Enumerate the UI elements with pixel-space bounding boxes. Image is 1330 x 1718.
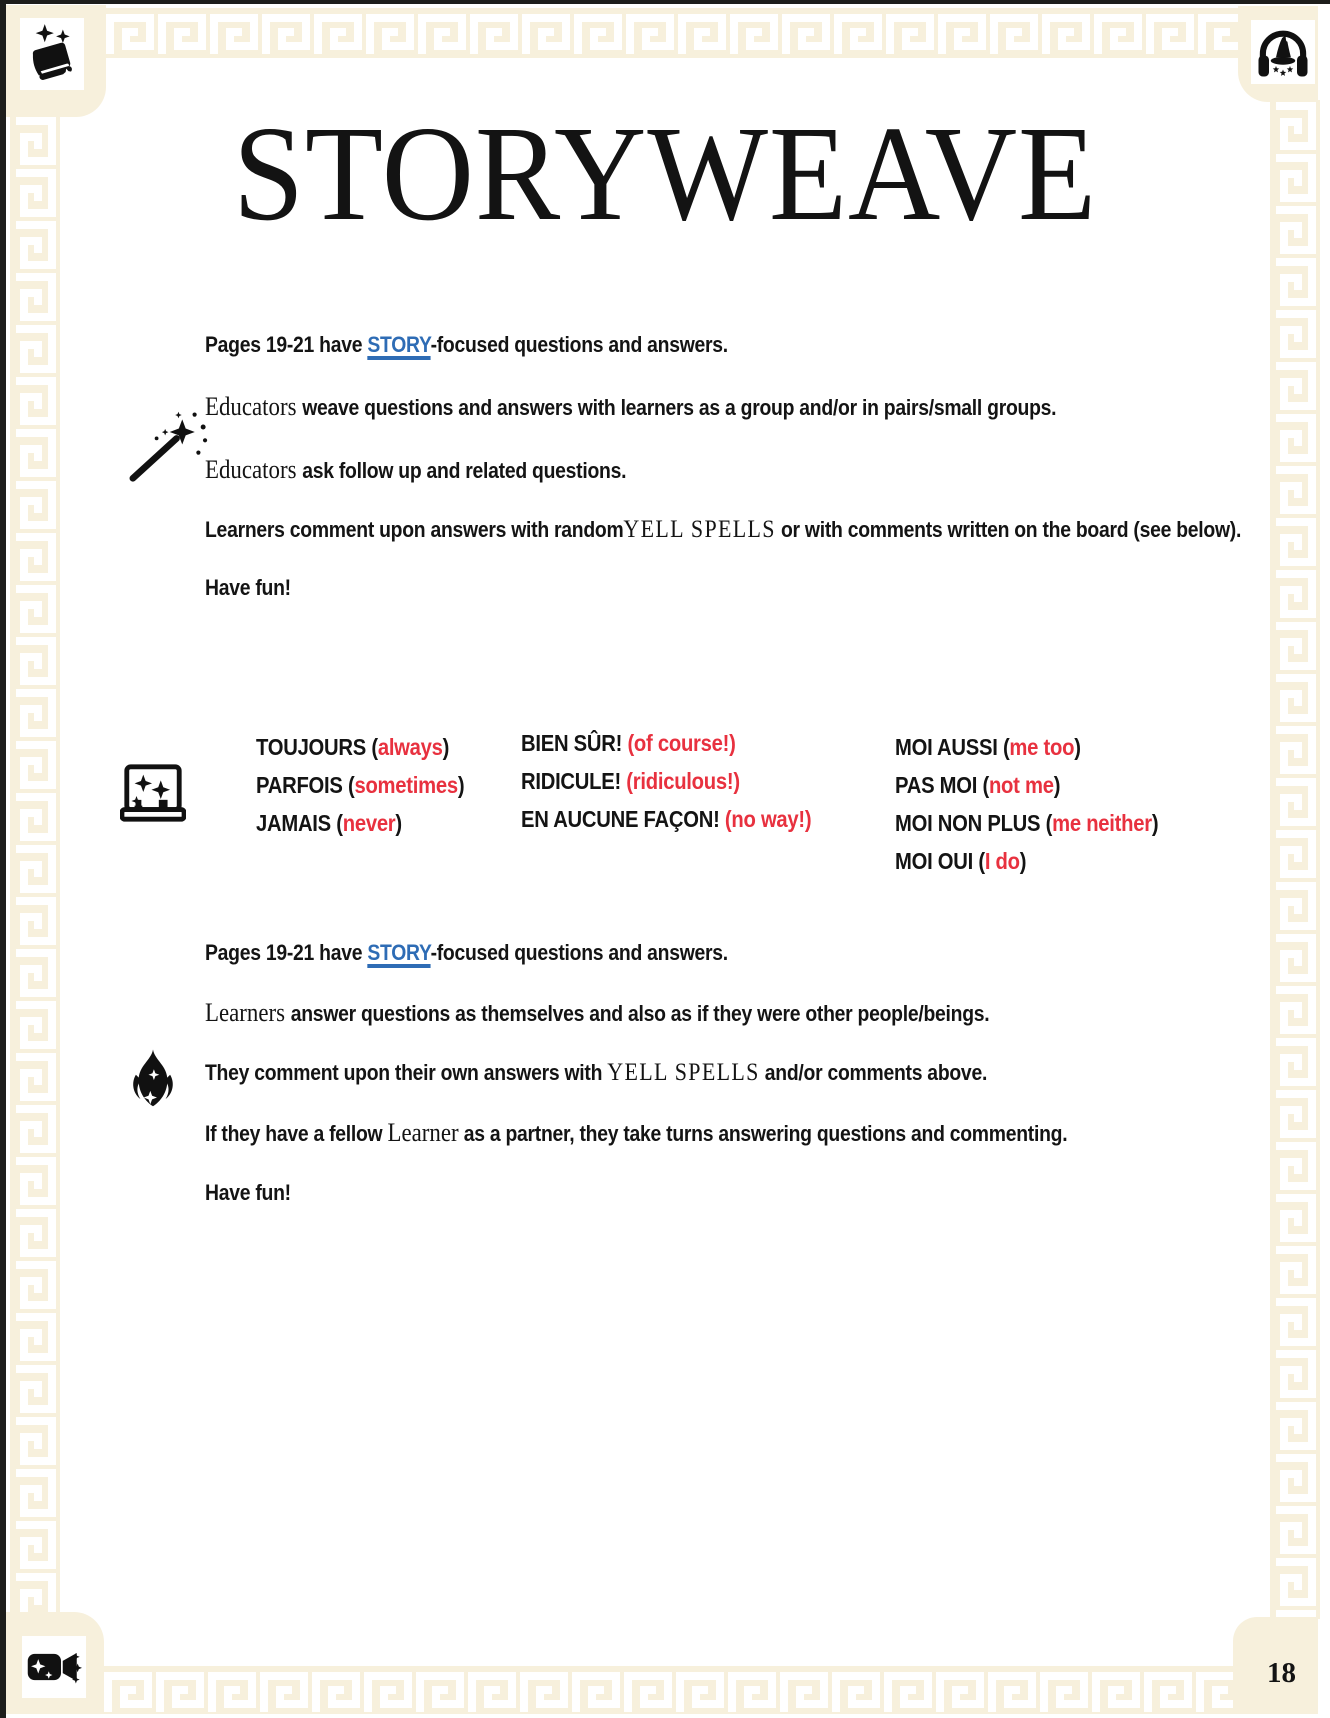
spellbook-icon xyxy=(20,18,84,90)
text-segment: -focused questions and answers. xyxy=(430,940,728,965)
phrase-term: EN AUCUNE FAÇON! xyxy=(521,806,725,832)
video-camera-icon xyxy=(22,1636,86,1698)
paren: ) xyxy=(457,772,465,798)
paren: ) xyxy=(1019,848,1027,874)
window-edge-top xyxy=(0,0,1330,4)
text-segment: Educators xyxy=(205,455,303,484)
text-segment: Have fun! xyxy=(205,575,291,600)
phrase-item xyxy=(256,804,464,842)
phrase-item xyxy=(256,766,464,804)
phrase-term: PARFOIS xyxy=(256,772,348,798)
paren: ( xyxy=(626,768,633,794)
text-segment: YELL SPELLS xyxy=(607,1059,760,1086)
paren: ( xyxy=(724,806,732,832)
instruction-line xyxy=(205,392,1056,423)
phrase-term: BIEN SÛR! xyxy=(521,730,628,756)
phrase-term: PAS MOI xyxy=(895,772,983,798)
text-segment: Educators xyxy=(205,392,303,421)
phrase-column-frequency xyxy=(256,728,464,842)
phrase-item xyxy=(895,842,1158,880)
phrase-item xyxy=(895,728,1158,766)
paren: ( xyxy=(1002,734,1010,760)
phrase-translation: sometimes xyxy=(354,772,458,798)
greek-key-border-top xyxy=(104,8,1240,58)
text-segment: as a partner, they take turns answering questions and commenting. xyxy=(458,1121,1068,1146)
text-segment: -focused questions and answers. xyxy=(430,332,728,357)
phrase-item xyxy=(521,724,811,762)
instruction-line xyxy=(205,330,728,360)
text-segment: answer questions as themselves and also as if they were other people/beings. xyxy=(290,1001,990,1026)
paren: ) xyxy=(1053,772,1061,798)
paren: ) xyxy=(729,730,736,756)
text-segment: or with comments written on the board (see below). xyxy=(775,517,1242,542)
phrase-item xyxy=(521,800,811,838)
phrase-translation: I do xyxy=(984,848,1020,874)
paren: ) xyxy=(1151,810,1159,836)
paren: ( xyxy=(982,772,989,798)
paren: ( xyxy=(1045,810,1053,836)
phrase-translation: of course! xyxy=(633,730,730,756)
phrase-term: MOI NON PLUS xyxy=(895,810,1046,836)
phrase-translation: ridiculous! xyxy=(632,768,734,794)
phrase-item xyxy=(895,804,1158,842)
phrase-item xyxy=(521,762,811,800)
paren: ) xyxy=(804,806,812,832)
instruction-line xyxy=(205,998,989,1029)
text-segment: YELL SPELLS xyxy=(623,516,776,543)
phrase-translation: always xyxy=(377,734,443,760)
phrase-term: MOI AUSSI xyxy=(895,734,1003,760)
paren: ( xyxy=(627,730,634,756)
phrase-term: RIDICULE! xyxy=(521,768,627,794)
text-segment: Learners comment upon answers with random xyxy=(205,517,624,542)
paren: ( xyxy=(347,772,355,798)
instruction-line xyxy=(205,1118,1067,1149)
phrase-item xyxy=(256,728,464,766)
window-edge-left xyxy=(0,0,6,1718)
text-segment: weave questions and answers with learners as a group and/or in pairs/small groups. xyxy=(302,395,1057,420)
text-segment: Learners xyxy=(205,998,291,1027)
text-segment: and/or comments above. xyxy=(759,1060,988,1085)
phrase-translation: not me xyxy=(988,772,1054,798)
phrase-translation: me too xyxy=(1009,734,1075,760)
paren: ) xyxy=(395,810,402,836)
text-segment: Learner xyxy=(387,1118,459,1147)
instruction-line xyxy=(205,938,728,968)
paren: ( xyxy=(978,848,985,874)
text-segment: ask follow up and related questions. xyxy=(302,458,627,483)
instruction-line xyxy=(205,1058,987,1088)
text-segment: Have fun! xyxy=(205,1180,291,1205)
phrase-translation: no way! xyxy=(731,806,805,832)
phrase-item xyxy=(895,766,1158,804)
phrase-column-exclaim xyxy=(521,724,811,838)
page-title: STORYWEAVE xyxy=(232,99,1098,249)
phrase-translation: never xyxy=(342,810,396,836)
instruction-line xyxy=(205,1178,291,1208)
corner-block-bottom-right xyxy=(1233,1617,1318,1714)
phrase-term: TOUJOURS xyxy=(256,734,372,760)
phrase-term: JAMAIS xyxy=(256,810,337,836)
paren: ( xyxy=(371,734,378,760)
paren: ) xyxy=(1074,734,1081,760)
instruction-line xyxy=(205,515,1241,545)
greek-key-border-left xyxy=(10,115,60,1614)
phrase-column-me xyxy=(895,728,1158,880)
paren: ) xyxy=(442,734,450,760)
paren: ) xyxy=(733,768,740,794)
text-segment: Pages 19-21 have xyxy=(205,332,368,357)
magic-wand-icon xyxy=(124,408,212,489)
greek-key-border-right xyxy=(1270,100,1320,1619)
instruction-line xyxy=(205,455,626,486)
fire-icon xyxy=(126,1046,180,1121)
story-link[interactable]: STORY xyxy=(367,332,431,357)
phrase-term: MOI OUI xyxy=(895,848,979,874)
page-number: 18 xyxy=(1267,1657,1296,1689)
greek-key-border-bottom xyxy=(102,1666,1235,1714)
text-segment: Pages 19-21 have xyxy=(205,940,368,965)
paren: ( xyxy=(336,810,343,836)
text-segment: They comment upon their own answers with xyxy=(205,1060,608,1085)
text-segment: If they have a fellow xyxy=(205,1121,388,1146)
instruction-line xyxy=(205,573,291,603)
wizard-headphones-icon xyxy=(1251,20,1315,84)
story-link[interactable]: STORY xyxy=(367,940,431,965)
phrase-translation: me neither xyxy=(1052,810,1152,836)
chalkboard-icon xyxy=(120,762,186,831)
